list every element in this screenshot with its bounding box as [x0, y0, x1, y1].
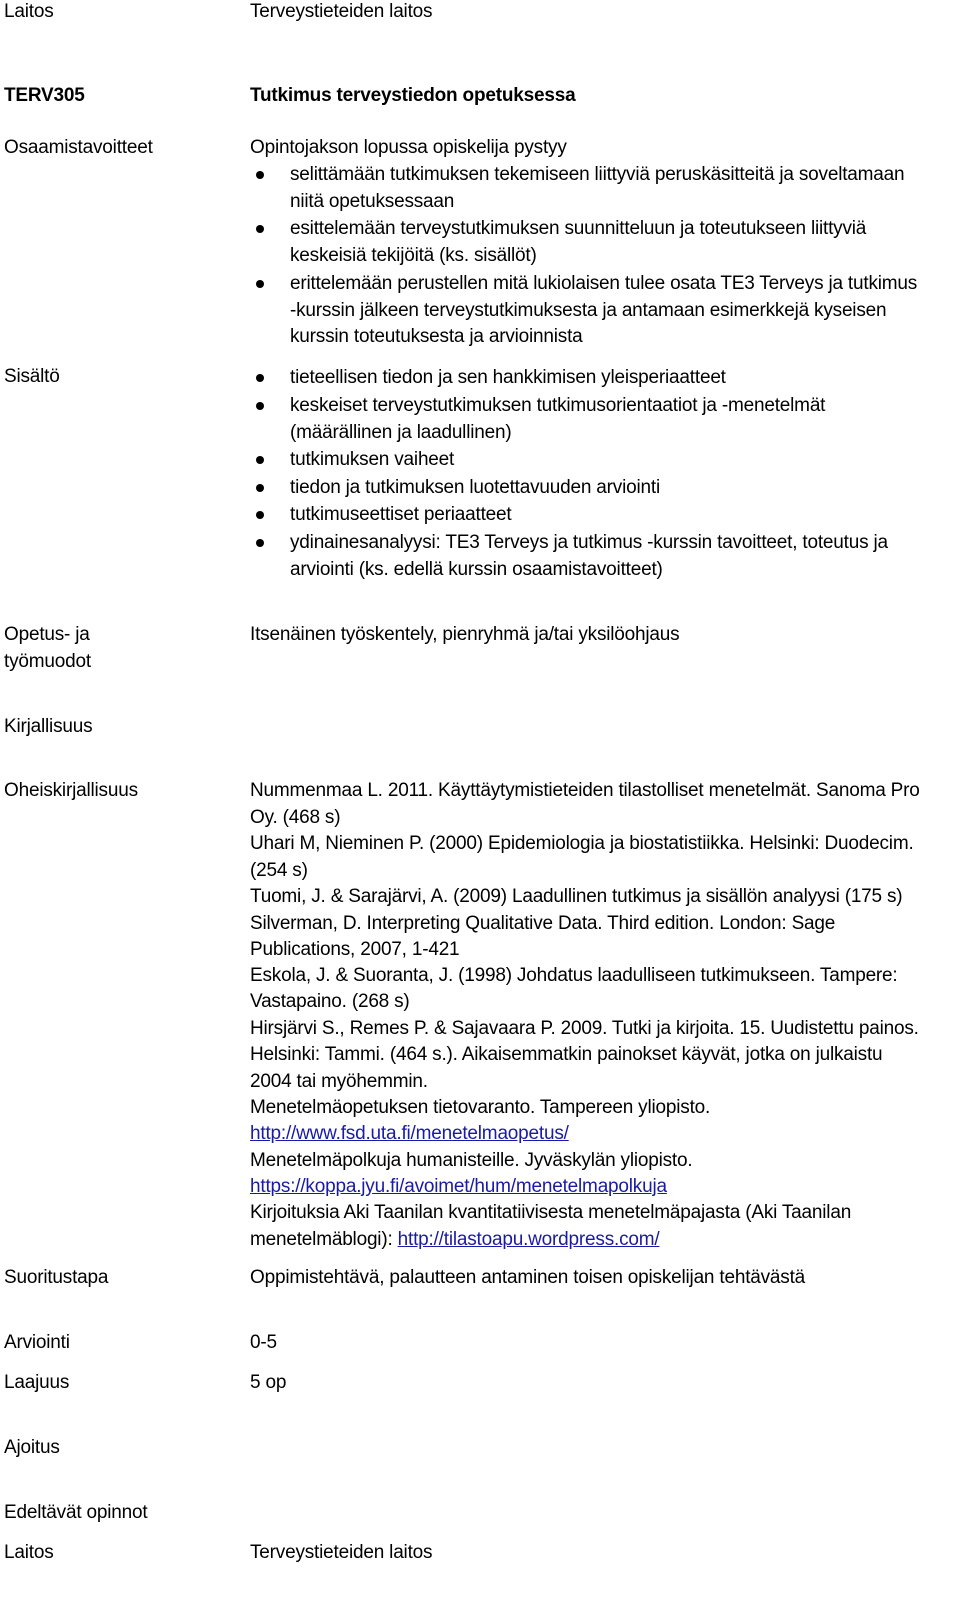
bullet-icon	[256, 280, 264, 288]
bullet-icon	[256, 171, 264, 179]
grading-value: 0-5	[250, 1332, 277, 1353]
objective-item-line: keskeisiä tekijöitä (ks. sisällöt)	[290, 245, 537, 266]
department-value: Terveystieteiden laitos	[250, 1, 433, 22]
prerequisites-label: Edeltävät opinnot	[4, 1502, 148, 1523]
bullet-icon	[256, 402, 264, 410]
objective-item-line: kurssin toteutuksesta ja arvioinnista	[290, 326, 583, 347]
teaching-label-cont: työmuodot	[4, 651, 91, 672]
content-item-line: tiedon ja tutkimuksen luotettavuuden arviointi	[290, 477, 660, 498]
reference-line: Publications, 2007, 1-421	[250, 939, 460, 960]
content-item-line: arviointi (ks. edellä kurssin osaamistavoitteet)	[290, 559, 663, 580]
footer-department-value: Terveystieteiden laitos	[250, 1542, 433, 1563]
reference-line: Eskola, J. & Suoranta, J. (1998) Johdatus laadulliseen tutkimukseen. Tampere:	[250, 965, 898, 986]
koppa-link[interactable]: https://koppa.jyu.fi/avoimet/hum/menetelmapolkuja	[250, 1176, 667, 1197]
objectives-label: Osaamistavoitteet	[4, 137, 153, 158]
reference-line: 2004 tai myöhemmin.	[250, 1071, 428, 1092]
objective-item-line: erittelemään perustellen mitä lukiolaisen tulee osata TE3 Terveys ja tutkimus	[290, 273, 918, 294]
scope-value: 5 op	[250, 1372, 287, 1393]
course-title: Tutkimus terveystiedon opetuksessa	[250, 85, 576, 106]
reference-line: Hirsjärvi S., Remes P. & Sajavaara P. 2009. Tutki ja kirjoita. 15. Uudistettu painos.	[250, 1018, 919, 1039]
performance-label: Suoritustapa	[4, 1267, 109, 1288]
reference-line: Vastapaino. (268 s)	[250, 991, 410, 1012]
content-item-line: tutkimuseettiset periaatteet	[290, 504, 512, 525]
department-label: Laitos	[4, 1, 54, 22]
grading-label: Arviointi	[4, 1332, 70, 1353]
tilastoapu-link[interactable]: http://tilastoapu.wordpress.com/	[397, 1229, 660, 1250]
reference-line: Kirjoituksia Aki Taanilan kvantitatiivisesta menetelmäpajasta (Aki Taanilan	[250, 1202, 852, 1223]
reference-line: Tuomi, J. & Sarajärvi, A. (2009) Laadullinen tutkimus ja sisällön analyysi (175 s)	[250, 886, 903, 907]
objective-item-line: esittelemään terveystutkimuksen suunnitteluun ja toteutukseen liittyviä	[290, 218, 867, 239]
content-item-line: keskeiset terveystutkimuksen tutkimusorientaatiot ja -menetelmät	[290, 395, 826, 416]
bullet-icon	[256, 539, 264, 547]
content-item-line: tutkimuksen vaiheet	[290, 449, 455, 470]
bullet-icon	[256, 456, 264, 464]
objective-item-line: -kurssin jälkeen terveystutkimuksesta ja antamaan esimerkkejä kyseisen	[290, 300, 887, 321]
objectives-intro: Opintojakson lopussa opiskelija pystyy	[250, 137, 567, 158]
reference-line: Menetelmäopetuksen tietovaranto. Tampereen yliopisto.	[250, 1097, 711, 1118]
reference-prefix: menetelmäblogi):	[250, 1229, 398, 1250]
content-item-line: tieteellisen tiedon ja sen hankkimisen yleisperiaatteet	[290, 367, 726, 388]
reference-line: Silverman, D. Interpreting Qualitative Data. Third edition. London: Sage	[250, 913, 836, 934]
performance-value: Oppimistehtävä, palautteen antaminen toisen opiskelijan tehtävästä	[250, 1267, 806, 1288]
bullet-icon	[256, 511, 264, 519]
reference-line: Uhari M, Nieminen P. (2000) Epidemiologia ja biostatistiikka. Helsinki: Duodecim.	[250, 833, 914, 854]
footer-department-label: Laitos	[4, 1542, 54, 1563]
reference-line: Nummenmaa L. 2011. Käyttäytymistieteiden tilastolliset menetelmät. Sanoma Pro	[250, 780, 920, 801]
reference-line-with-link	[250, 1227, 659, 1253]
timing-label: Ajoitus	[4, 1437, 60, 1458]
bullet-icon	[256, 225, 264, 233]
reference-line: Oy. (468 s)	[250, 807, 341, 828]
reference-line: Helsinki: Tammi. (464 s.). Aikaisemmatkin painokset käyvät, jotka on julkaistu	[250, 1044, 883, 1065]
literature-label: Kirjallisuus	[4, 716, 93, 737]
bullet-icon	[256, 484, 264, 492]
fsd-link[interactable]: http://www.fsd.uta.fi/menetelmaopetus/	[250, 1123, 569, 1144]
objective-item-line: selittämään tutkimuksen tekemiseen liittyviä peruskäsitteitä ja soveltamaan	[290, 164, 905, 185]
additional-literature-label: Oheiskirjallisuus	[4, 780, 138, 801]
bullet-icon	[256, 374, 264, 382]
scope-label: Laajuus	[4, 1372, 70, 1393]
content-label: Sisältö	[4, 366, 60, 387]
reference-line: Menetelmäpolkuja humanisteille. Jyväskylän yliopisto.	[250, 1150, 693, 1171]
content-item-line: ydinainesanalyysi: TE3 Terveys ja tutkimus -kurssin tavoitteet, toteutus ja	[290, 532, 888, 553]
content-item-line: (määrällinen ja laadullinen)	[290, 422, 512, 443]
teaching-value: Itsenäinen työskentely, pienryhmä ja/tai yksilöohjaus	[250, 624, 680, 645]
objective-item-line: niitä opetuksessaan	[290, 191, 455, 212]
course-code: TERV305	[4, 85, 85, 106]
teaching-label: Opetus- ja	[4, 624, 90, 645]
reference-line: (254 s)	[250, 860, 308, 881]
